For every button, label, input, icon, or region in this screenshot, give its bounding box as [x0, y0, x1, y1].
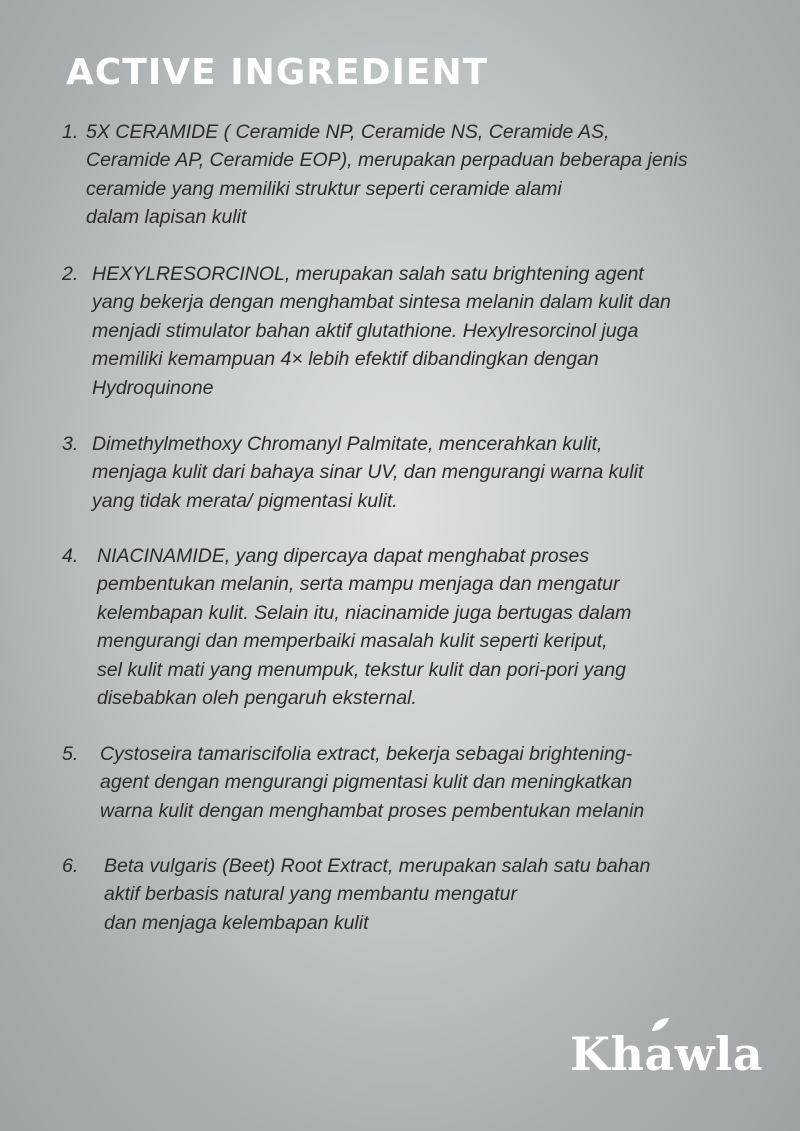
ingredient-item: [62, 740, 644, 825]
ingredient-description: Dimethylmethoxy Chromanyl Palmitate, mencerahkan kulit, menjaga kulit dari bahaya sinar UV, dan mengurangi warna kulit yang tidak merata/ pigmentasi kulit.: [92, 433, 644, 512]
leaf-icon: [650, 1017, 670, 1033]
ingredient-description: Beta vulgaris (Beet) Root Extract, merupakan salah satu bahan aktif berbasis natural yang membantu mengatur dan menjaga kelembapan kulit: [104, 855, 651, 934]
ingredient-item: [62, 260, 671, 402]
brand-logo-part: wla: [674, 1027, 764, 1081]
ingredient-description: NIACINAMIDE, yang dipercaya dapat menghabat proses pembentukan melanin, serta mampu menjaga dan mengatur kelembapan kulit. Selain itu, niacinamide juga bertugas dalam mengurangi dan memperbaiki masalah kulit seperti keriput, sel kulit mati yang menumpuk, tekstur kulit dan pori-pori yang disebabkan oleh pengaruh eksternal.: [97, 545, 632, 710]
ingredient-item: [62, 852, 650, 937]
ingredient-item: [62, 542, 631, 712]
ingredient-item: [62, 430, 643, 515]
ingredient-number: 6.: [62, 855, 79, 877]
ingredient-number: 3.: [62, 433, 79, 455]
ingredient-description: 5X CERAMIDE ( Ceramide NP, Ceramide NS, Ceramide AS, Ceramide AP, Ceramide EOP), merupakan perpaduan beberapa jenis ceramide yang memiliki struktur seperti ceramide alami dalam lapisan kulit: [86, 121, 688, 229]
ingredient-number: 4.: [62, 545, 79, 567]
brand-logo-part: Kh: [570, 1027, 645, 1081]
brand-logo-part: a: [644, 1027, 675, 1081]
ingredient-description: Cystoseira tamariscifolia extract, bekerja sebagai brightening- agent dengan mengurangi pigmentasi kulit dan meningkatkan warna kulit dengan menghambat proses pembentukan melanin: [100, 743, 645, 822]
ingredient-description: HEXYLRESORCINOL, merupakan salah satu brightening agent yang bekerja dengan menghambat sintesa melanin dalam kulit dan menjadi stimulator bahan aktif glutathione. Hexylresorcinol juga memiliki kemampuan 4× lebih efektif dibandingkan dengan Hydroquinone: [92, 263, 671, 399]
ingredient-number: 5.: [62, 743, 79, 765]
brand-logo: [570, 1027, 763, 1081]
ingredient-number: 2.: [62, 263, 79, 285]
page-title: ACTIVE INGREDIENT: [66, 52, 489, 93]
ingredient-number: 1.: [62, 121, 79, 143]
ingredient-item: [62, 118, 688, 232]
